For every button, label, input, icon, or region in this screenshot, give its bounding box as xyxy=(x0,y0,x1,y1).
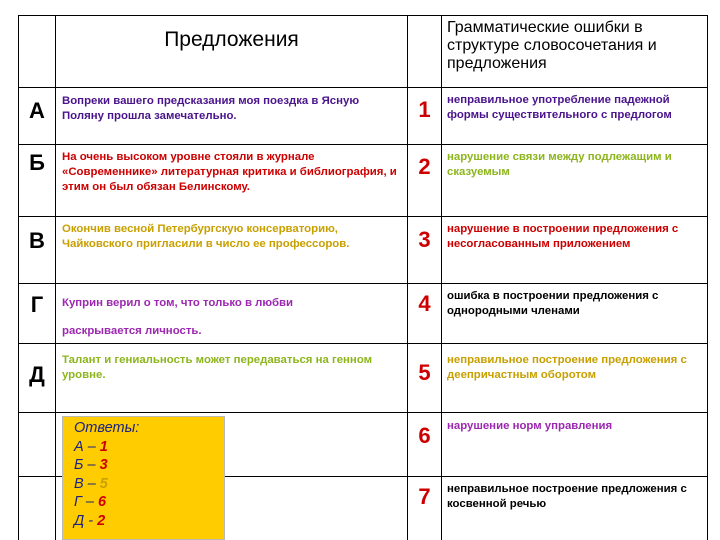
table-border-left xyxy=(18,15,19,540)
row-letter: А xyxy=(29,98,45,123)
table-rule xyxy=(441,15,442,540)
error-number: 7 xyxy=(418,484,431,509)
error-text: нарушение связи между подлежащим и сказуемым xyxy=(447,151,672,178)
table-rule xyxy=(18,283,708,284)
error-text: нарушение норм управления xyxy=(447,420,613,432)
answer-line xyxy=(74,438,224,457)
row-letter: Г xyxy=(30,292,44,317)
table-rule xyxy=(18,412,708,413)
answer-value: 5 xyxy=(99,475,108,492)
sentence-text: Талант и гениальность может передаваться на генном уровне. xyxy=(62,354,373,381)
table-border-top xyxy=(18,15,708,16)
row-letter: Б xyxy=(29,150,45,175)
answers-title: Ответы: xyxy=(74,420,140,436)
sentence-text: Окончив весной Петербургскую консерваторию, Чайковского пригласили в число ее профессоров. xyxy=(62,223,350,250)
answer-letter: В – xyxy=(74,475,100,492)
answer-line xyxy=(74,475,224,494)
sentence-text: Куприн верил о том, что только в любви раскрывается личность. xyxy=(62,297,294,337)
error-number: 6 xyxy=(418,423,431,448)
table-rule xyxy=(407,15,408,540)
answer-line xyxy=(74,456,224,475)
error-number: 1 xyxy=(418,97,431,122)
table-rule xyxy=(18,144,708,145)
answer-value: 6 xyxy=(98,494,107,510)
error-text: неправильное употребление падежной формы существительного с предлогом xyxy=(447,94,672,121)
sentence-text: Вопреки вашего предсказания моя поездка в Ясную Поляну прошла замечательно. xyxy=(62,95,360,122)
error-text: неправильное построение предложения с косвенной речью xyxy=(447,483,687,510)
sentence-text: На очень высоком уровне стояли в журнале «Современнике» литературная критика и библиография, и этим он был обязан Белинскому. xyxy=(62,151,397,193)
error-number: 4 xyxy=(418,291,431,316)
answer-letter: А – xyxy=(74,438,100,455)
error-text: ошибка в построении предложения с однородными членами xyxy=(447,290,659,317)
error-text: нарушение в построении предложения с несогласованным приложением xyxy=(447,223,679,250)
answer-letter: Б – xyxy=(74,457,100,473)
error-number: 2 xyxy=(418,154,431,179)
row-letter: В xyxy=(29,228,45,253)
answer-line xyxy=(74,512,224,531)
table-border-right xyxy=(707,15,708,540)
answers-box xyxy=(62,416,225,540)
row-letter: Д xyxy=(29,362,45,387)
table-rule xyxy=(18,87,708,88)
table-rule xyxy=(55,15,56,540)
header-errors: Грамматические ошибки в структуре словосочетания и предложения xyxy=(447,19,657,72)
error-text: неправильное построение предложения с деепричастным оборотом xyxy=(447,354,687,381)
error-number: 3 xyxy=(418,227,431,252)
answer-value: 1 xyxy=(99,438,108,455)
answer-value: 3 xyxy=(99,457,108,473)
answers-list xyxy=(74,438,224,531)
answer-line xyxy=(74,493,224,512)
header-sentences: Предложения xyxy=(164,28,299,51)
answer-letter: Г – xyxy=(74,494,99,510)
answer-value: 2 xyxy=(97,512,106,529)
error-number: 5 xyxy=(418,360,431,385)
table-rule xyxy=(18,216,708,217)
answer-letter: Д - xyxy=(74,512,98,529)
